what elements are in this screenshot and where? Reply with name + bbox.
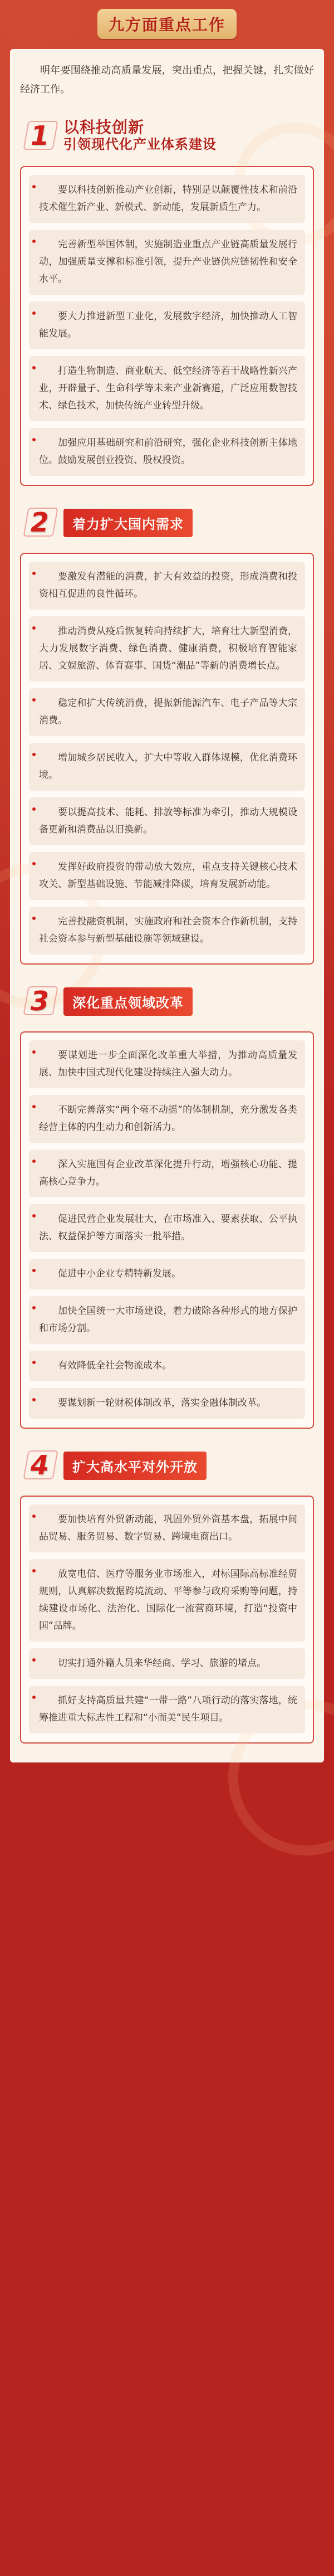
list-item-text: 切实打通外籍人员来华经商、学习、旅游的堵点。	[58, 1658, 266, 1669]
list-item	[29, 301, 305, 349]
section-number-badge	[20, 982, 59, 1021]
list-item	[29, 1204, 305, 1252]
section-number: 2	[27, 507, 52, 538]
list-item-text: 深入实施国有企业改革深化提升行动，增强核心功能、提高核心竞争力。	[39, 1159, 297, 1187]
section-number-badge	[20, 116, 59, 155]
list-item	[29, 1259, 305, 1289]
list-item	[29, 1351, 305, 1381]
list-item-text: 抓好支持高质量共建“一带一路”八项行动的落实落地，统筹推进重大标志性工程和“小而美”民生项目。	[39, 1695, 297, 1723]
list-item	[29, 356, 305, 421]
list-item-text: 推动消费从疫后恢复转向持续扩大，培育壮大新型消费，大力发展数字消费、绿色消费、健康消费，积极培育智能家居、文娱旅游、体育赛事、国货“潮品”等新的消费增长点。	[39, 626, 297, 671]
title-banner	[97, 9, 237, 39]
list-item	[29, 616, 305, 681]
section-title: 扩大高水平对外开放	[63, 1452, 207, 1480]
intro-text: 明年要围绕推动高质量发展，突出重点，把握关键，扎实做好经济工作。	[20, 65, 314, 95]
section-header	[20, 498, 314, 547]
list-item-text: 要谋划进一步全面深化改革重大举措，为推动高质量发展、加快中国式现代化建设持续注入强大动力。	[39, 1050, 297, 1078]
list-item-text: 要谋划新一轮财税体制改革，落实金融体制改革。	[58, 1397, 266, 1409]
section-title-wrap	[63, 119, 314, 153]
list-item	[29, 1040, 305, 1088]
section-panel	[20, 1496, 314, 1744]
page-title: 九方面重点工作	[108, 16, 225, 34]
list-item	[29, 852, 305, 900]
list-item	[29, 1095, 305, 1143]
section-number-badge	[20, 1446, 59, 1485]
list-item	[29, 1388, 305, 1419]
list-item-text: 完善新型举国体制，实施制造业重点产业链高质量发展行动，加强质量支撑和标准引领，提升产业链供应链韧性和安全水平。	[39, 239, 297, 285]
section-number: 3	[27, 986, 52, 1017]
section-title: 深化重点领域改革	[63, 987, 193, 1016]
list-item-text: 要以提高技术、能耗、排放等标准为牵引，推动大规模设备更新和消费品以旧换新。	[39, 807, 297, 835]
list-item	[29, 1559, 305, 1642]
list-item	[29, 1504, 305, 1552]
list-item-text: 要激发有潜能的消费，扩大有效益的投资，形成消费和投资相互促进的良性循环。	[39, 571, 297, 600]
list-item-text: 加快全国统一大市场建设，着力破除各种形式的地方保护和市场分割。	[39, 1306, 297, 1334]
list-item-text: 有效降低全社会物流成本。	[58, 1360, 171, 1371]
list-item-text: 要加快培育外贸新动能，巩固外贸外资基本盘，拓展中间品贸易、服务贸易、数字贸易、跨境电商出口。	[39, 1514, 297, 1542]
section-2	[20, 498, 314, 965]
list-item	[29, 175, 305, 223]
list-item	[29, 907, 305, 955]
section-title	[63, 119, 217, 153]
section-title-line-1: 以科技创新	[63, 118, 145, 137]
section-title-line-2: 引领现代化产业体系建设	[63, 137, 217, 152]
section-number: 4	[27, 1450, 52, 1481]
list-item	[29, 1648, 305, 1679]
section-header	[20, 111, 314, 160]
list-item-text: 要大力推进新型工业化，发展数字经济，加快推动人工智能发展。	[39, 311, 297, 339]
section-header	[20, 977, 314, 1026]
list-item	[29, 562, 305, 610]
list-item	[29, 688, 305, 736]
section-title-wrap	[63, 1452, 314, 1480]
list-item	[29, 1150, 305, 1197]
section-4	[20, 1441, 314, 1744]
list-item-text: 放宽电信、医疗等服务业市场准入，对标国际高标准经贸规则，认真解决数据跨境流动、平等参与政府采购等问题，持续建设市场化、法治化、国际化一流营商环境，打造“投资中国”品牌。	[39, 1569, 297, 1632]
list-item	[29, 230, 305, 295]
section-title-wrap	[63, 987, 314, 1016]
section-number: 1	[27, 120, 52, 152]
list-item	[29, 1686, 305, 1733]
list-item-text: 增加城乡居民收入，扩大中等收入群体规模，优化消费环境。	[39, 752, 297, 781]
list-item-text: 完善投融资机制，实施政府和社会资本合作新机制，支持社会资本参与新型基础设施等领域建设。	[39, 916, 297, 944]
list-item-text: 不断完善落实“两个毫不动摇”的体制机制，充分激发各类经营主体的内生动力和创新活力。	[39, 1104, 297, 1133]
list-item-text: 促进中小企业专精特新发展。	[58, 1268, 181, 1279]
list-item-text: 打造生物制造、商业航天、低空经济等若干战略性新兴产业，开辟量子、生命科学等未来产业新赛道，广泛应用数智技术、绿色技术，加快传统产业转型升级。	[39, 366, 297, 411]
list-item	[29, 428, 305, 476]
section-title: 着力扩大国内需求	[63, 509, 193, 537]
section-header	[20, 1441, 314, 1490]
list-item-text: 稳定和扩大传统消费，提振新能源汽车、电子产品等大宗消费。	[39, 698, 297, 726]
list-item	[29, 797, 305, 845]
section-panel	[20, 1031, 314, 1429]
list-item	[29, 1296, 305, 1344]
section-panel	[20, 166, 314, 486]
list-item	[29, 743, 305, 791]
section-title-wrap	[63, 509, 314, 537]
section-number-badge	[20, 503, 59, 542]
section-3	[20, 977, 314, 1429]
list-item-text: 要以科技创新推动产业创新，特别是以颠覆性技术和前沿技术催生新产业、新模式、新动能，发展新质生产力。	[39, 184, 297, 213]
list-item-text: 促进民营企业发展壮大，在市场准入、要素获取、公平执法、权益保护等方面落实一批举措。	[39, 1214, 297, 1242]
list-item-text: 加强应用基础研究和前沿研究，强化企业科技创新主体地位。鼓励发展创业投资、股权投资。	[39, 437, 297, 466]
list-item-text: 发挥好政府投资的带动放大效应，重点支持关键核心技术攻关、新型基础设施、节能减排降碳，培育发展新动能。	[39, 861, 297, 890]
